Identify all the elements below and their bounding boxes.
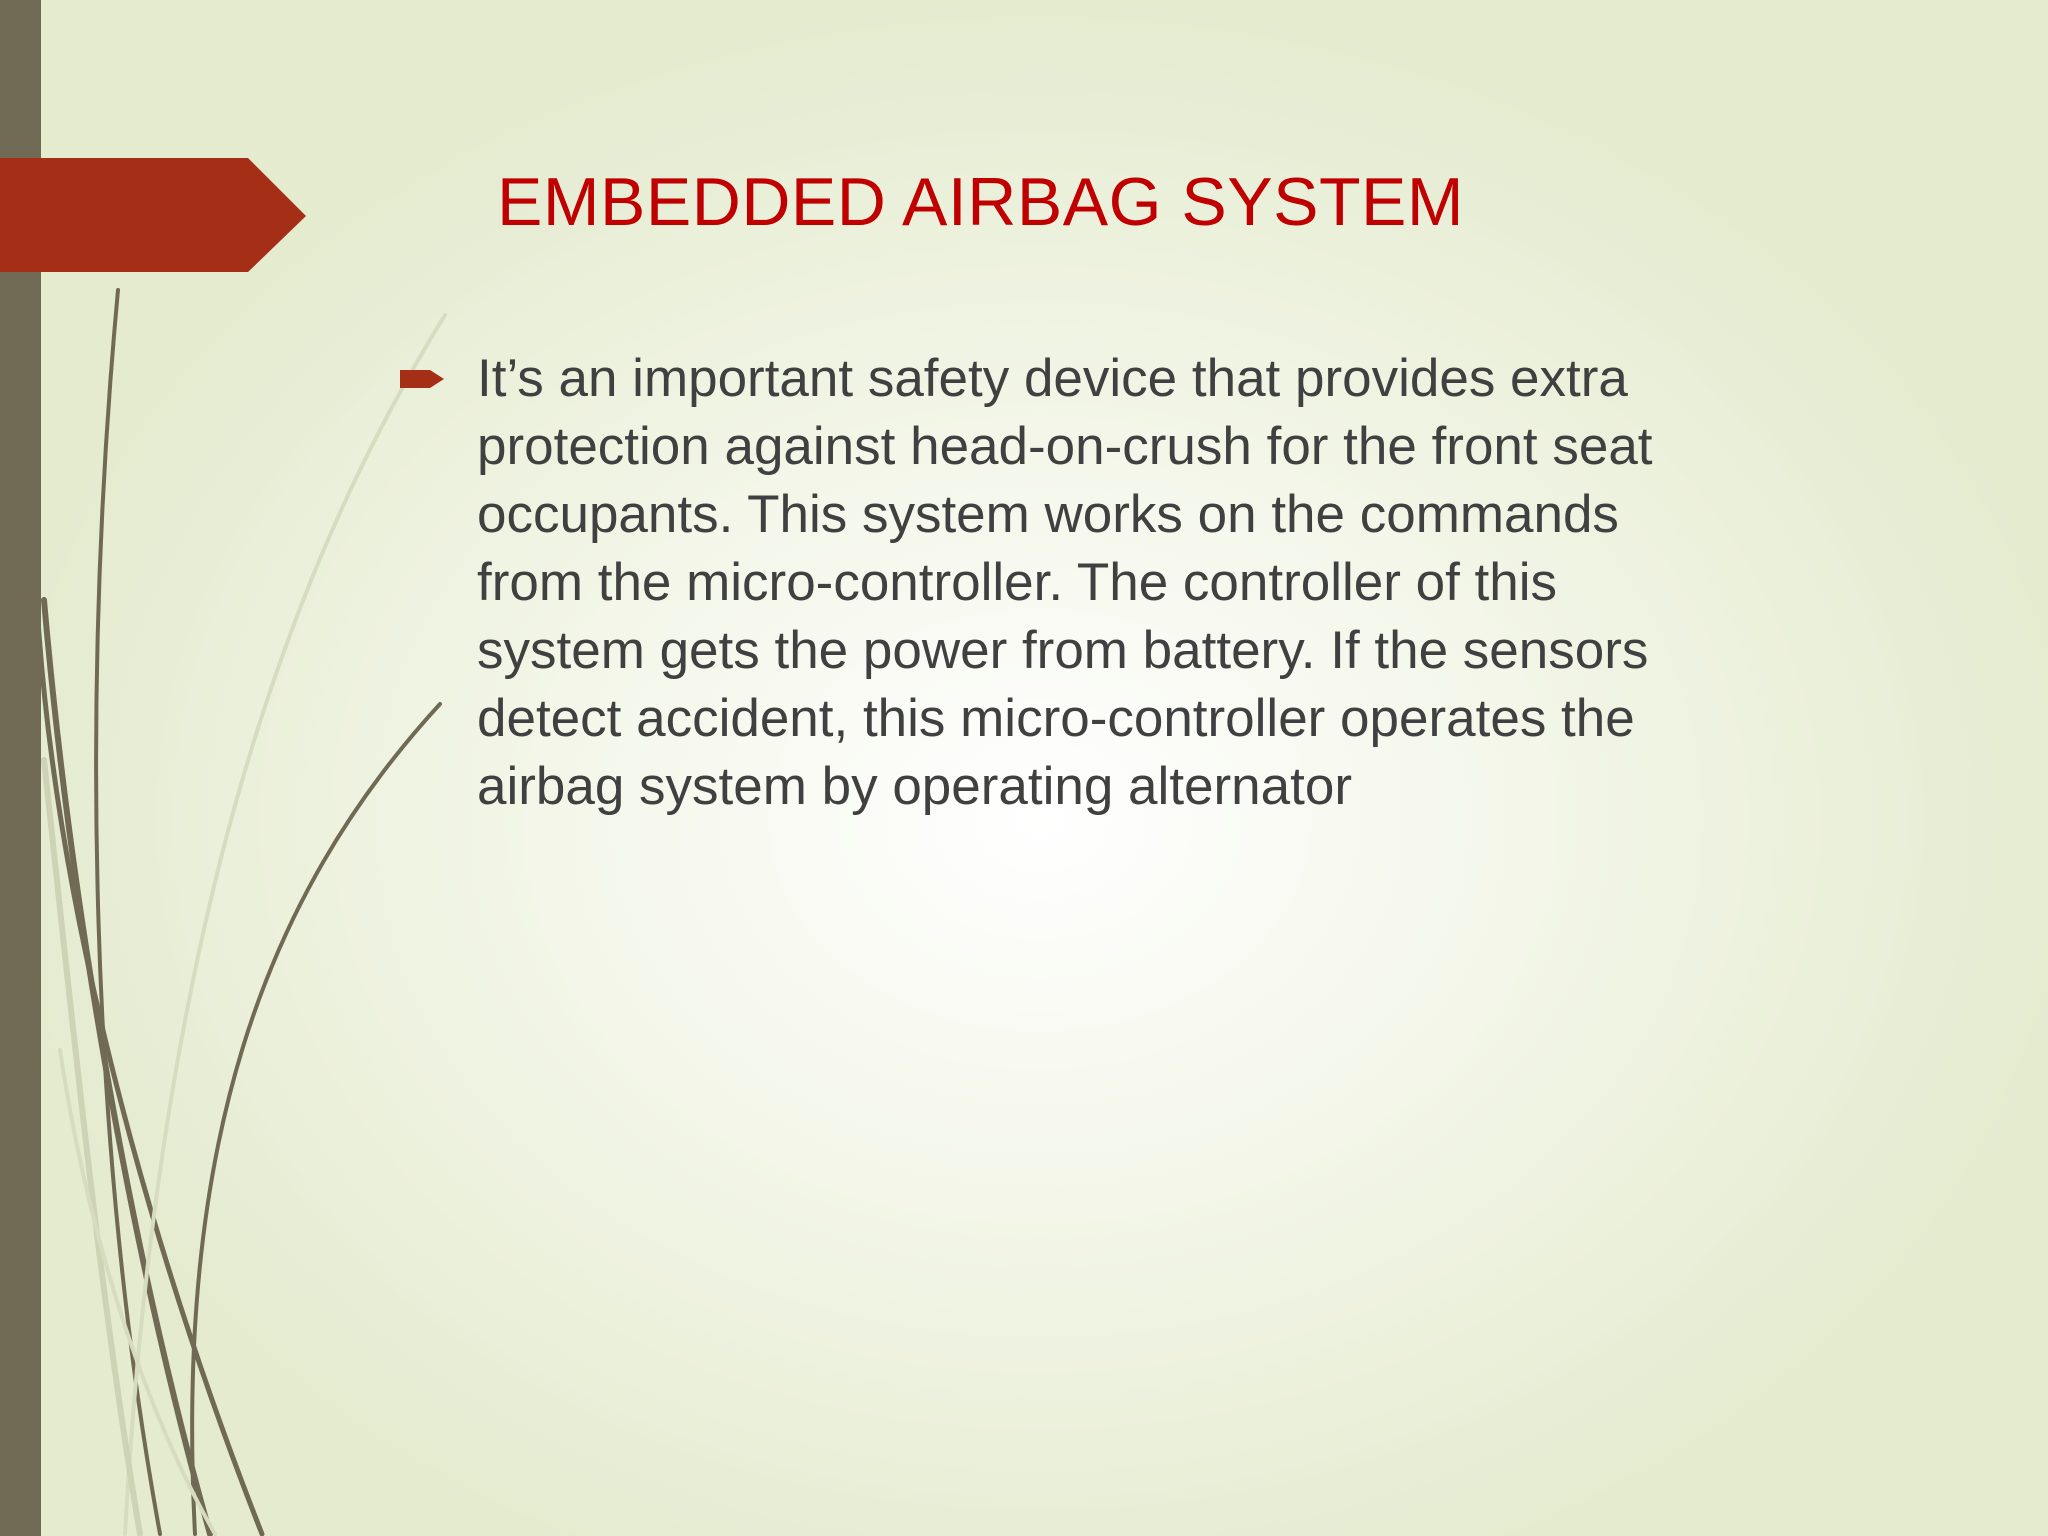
slide-title: EMBEDDED AIRBAG SYSTEM xyxy=(497,164,1464,240)
title-banner-arrow xyxy=(0,158,310,274)
arrow-right-icon xyxy=(400,367,446,391)
bullet-text: It’s an important safety device that provides extra protection against head-on-crush for the front seat occupants. This system works on the commands from the micro-controller. The controller of this system gets the power from battery. If the sensors detect accident, this micro-controller operates the airbag system by operating alternator xyxy=(477,349,1653,816)
